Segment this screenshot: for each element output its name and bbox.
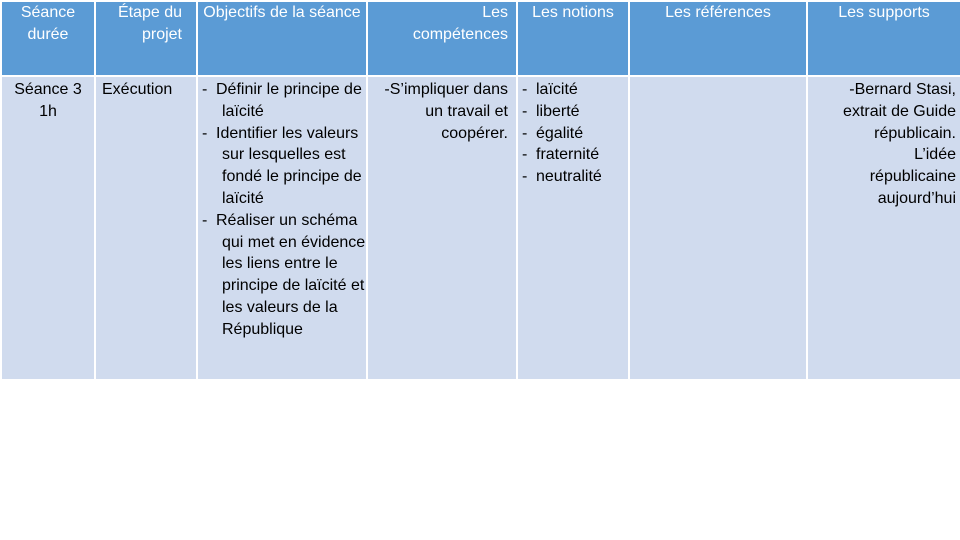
cell-etape: Exécution: [95, 76, 197, 380]
competences-list: [368, 79, 516, 144]
list-item: - Définir le principe de laïcité: [202, 81, 362, 120]
list-item: - Réaliser un schéma qui met en évidence les liens entre le principe de laïcité et les valeurs de la République: [202, 211, 366, 338]
cell-seance: Séance 3 1h: [1, 76, 95, 380]
cell-competences: [367, 76, 517, 380]
cell-supports: [807, 76, 960, 380]
list-item: -S’impliquer dans un travail et coopérer.: [384, 81, 508, 142]
objectifs-list: [198, 79, 366, 341]
header-objectifs: Objectifs de la séance: [197, 1, 367, 76]
cell-notions: [517, 76, 629, 380]
cell-references: [629, 76, 807, 380]
header-notions: Les notions: [517, 1, 629, 76]
header-row: [1, 1, 960, 76]
list-item: - liberté: [522, 102, 580, 120]
list-item: -Bernard Stasi, extrait de Guide républicain. L’idée républicaine aujourd’hui: [843, 81, 956, 207]
header-references: Les références: [629, 1, 807, 76]
list-item: - fraternité: [522, 146, 600, 164]
header-supports: Les supports: [807, 1, 960, 76]
header-competences: Les compétences: [367, 1, 517, 76]
list-item: - laïcité: [522, 81, 578, 98]
list-item: - égalité: [522, 124, 584, 142]
header-seance-duree: Séance durée: [1, 1, 95, 76]
table-row: [1, 76, 960, 380]
supports-list: [808, 79, 960, 210]
cell-objectifs: [197, 76, 367, 380]
list-item: - Identifier les valeurs sur lesquelles est fondé le principe de laïcité: [202, 124, 362, 207]
notions-list: [518, 79, 628, 188]
list-item: - neutralité: [522, 168, 602, 186]
header-etape-projet: Étape du projet: [95, 1, 197, 76]
